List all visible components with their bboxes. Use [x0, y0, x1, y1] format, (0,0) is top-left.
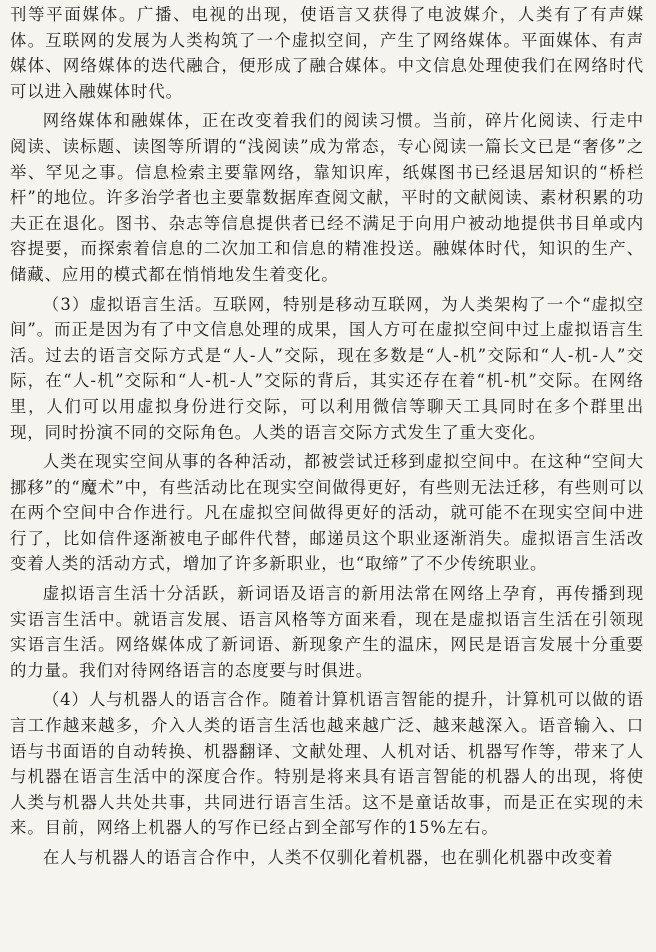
paragraph-5: 虚拟语言生活十分活跃，新词语及语言的新用法常在网络上孕育，再传播到现实语言生活中。就语言发展、语言风格等方面来看，现在是虚拟语言生活在引领现实语言生活。网络媒体成了新词语、新现象产生的温床，网民是语言发展十分重要的力量。我们对待网络语言的态度要与时俱进。 [10, 584, 644, 680]
paragraph-3: （3）虚拟语言生活。互联网，特别是移动互联网，为人类架构了一个“虚拟空间”。而正是因为有了中文信息处理的成果，国人方可在虚拟空间中过上虚拟语言生活。过去的语言交际方式是“人-人”交际，现在多数是“人-机”交际和“人-机-人”交际，在“人-机”交际和“人-机-人”交际的背后，其实还存在着“机-机”交际。在网络里，人们可以用虚拟身份进行交际，可以利用微信等聊天工具同时在多个群里出现，同时扮演不同的交际角色。人类的语言交际方式发生了重大变化。 [10, 294, 644, 442]
paragraph-1: 刊等平面媒体。广播、电视的出现，使语言又获得了电波媒介，人类有了有声媒体。互联网的发展为人类构筑了一个虚拟空间，产生了网络媒体。平面媒体、有声媒体、网络媒体的迭代融合，便形成了融合媒体。中文信息处理使我们在网络时代可以进入融媒体时代。 [10, 5, 644, 101]
paragraph-7: 在人与机器人的语言合作中，人类不仅驯化着机器，也在驯化机器中改变着 [42, 848, 614, 867]
paragraph-6: （4）人与机器人的语言合作。随着计算机语言智能的提升，计算机可以做的语言工作越来越多，介入人类的语言生活也越来越广泛、越来越深入。语音输入、口语与书面语的自动转换、机器翻译、文献处理、人机对话、机器写作等，带来了人与机器在语言生活中的深度合作。特别是将来具有语言智能的机器人的出现，将使人类与机器人共处共事，共同进行语言生活。这不是童话故事，而是正在实现的未来。目前，网络上机器人的写作已经占到全部写作的15%左右。 [10, 690, 644, 838]
paragraph-4: 人类在现实空间从事的各种活动，都被尝试迁移到虚拟空间中。在这种“空间大挪移”的“魔术”中，有些活动比在现实空间做得更好，有些则无法迁移，有些则可以在两个空间中合作进行。凡在虚拟空间做得更好的活动，就可能不在现实空间中进行了，比如信件逐渐被电子邮件代替，邮递员这个职业逐渐消失。虚拟语言生活改变着人类的活动方式，增加了许多新职业，也“取缔”了不少传统职业。 [10, 452, 644, 574]
paragraph-2: 网络媒体和融媒体，正在改变着我们的阅读习惯。当前，碎片化阅读、行走中阅读、读标题、读图等所谓的“浅阅读”成为常态，专心阅读一篇长文已是“奢侈”之举、罕见之事。信息检索主要靠网络，靠知识库，纸媒图书已经退居知识的“桥栏杆”的地位。许多治学者也主要靠数据库查阅文献，平时的文献阅读、素材积累的功夫正在退化。图书、杂志等信息提供者已经不满足于向用户被动地提供书目单或内容提要，而探索着信息的二次加工和信息的精准投送。融媒体时代，知识的生产、储藏、应用的模式都在悄悄地发生着变化。 [10, 111, 644, 284]
